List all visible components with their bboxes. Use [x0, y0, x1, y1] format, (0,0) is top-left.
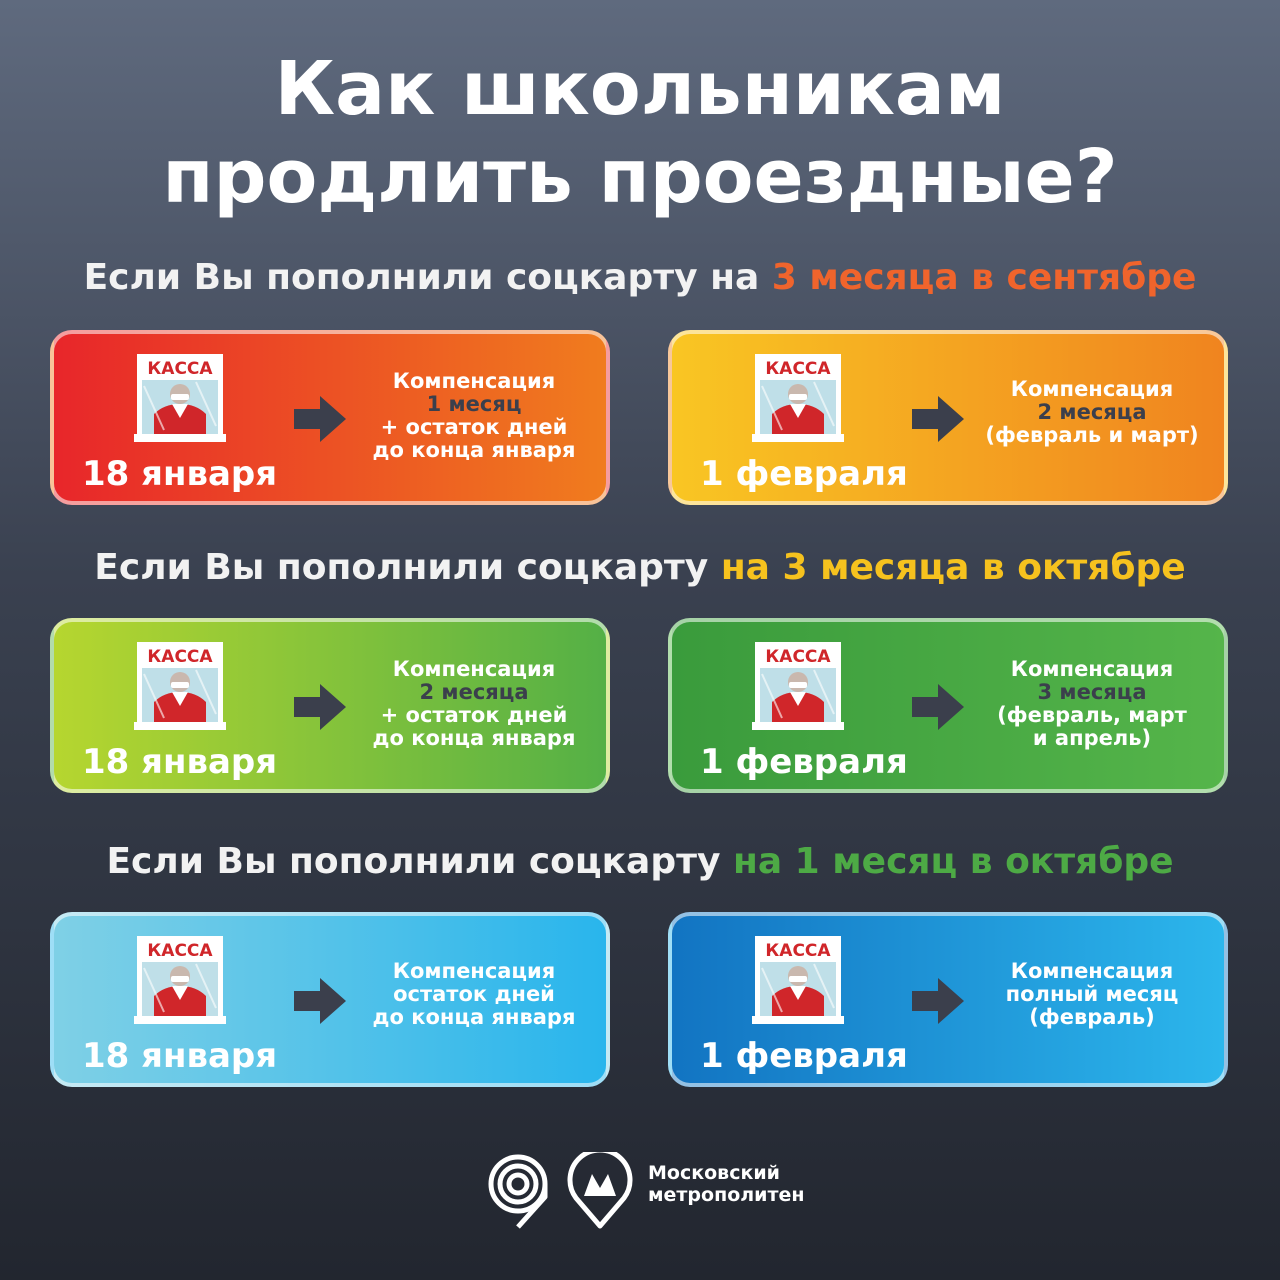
cashier-window-icon: [752, 640, 844, 732]
cashier-window-icon: [752, 934, 844, 1026]
section-heading-prefix: Если Вы пополнили соцкарту: [106, 841, 733, 882]
card-date: 18 января: [82, 1036, 278, 1076]
kassa-label: КАССА: [765, 941, 831, 961]
page-title-line2: продлить проездные?: [162, 134, 1118, 220]
arrow-right-icon: [294, 396, 346, 442]
arrow-right-icon: [294, 684, 346, 730]
card-date: 18 января: [82, 454, 278, 494]
card-date: 1 февраля: [700, 1036, 908, 1076]
compensation-line: Компенсация: [392, 369, 556, 393]
section-heading-prefix: Если Вы пополнили соцкарту на: [83, 257, 772, 298]
section-heading-highlight: на 1 месяц в октябре: [732, 841, 1174, 882]
compensation-card: [50, 618, 610, 793]
cashier-window-icon: [134, 352, 226, 444]
compensation-text: [354, 658, 594, 750]
compensation-card: [668, 618, 1228, 793]
compensation-line: 2 месяца: [1037, 400, 1147, 424]
compensation-line: Компенсация: [1010, 377, 1174, 401]
compensation-text: [354, 960, 594, 1029]
compensation-card: [668, 330, 1228, 505]
cashier-window-icon: [752, 352, 844, 444]
compensation-line: остаток дней: [393, 982, 555, 1006]
metro-m-logo: [566, 1152, 634, 1230]
card-date: 1 февраля: [700, 454, 908, 494]
arrow-right-icon: [912, 978, 964, 1024]
kassa-label: КАССА: [147, 359, 213, 379]
compensation-text: [972, 658, 1212, 750]
section-heading: [0, 840, 1280, 884]
cashier-window-icon: [134, 640, 226, 732]
compensation-line: Компенсация: [1010, 657, 1174, 681]
compensation-line: до конца января: [372, 438, 576, 462]
compensation-line: (февраль и март): [985, 423, 1199, 447]
footer-org-name: [648, 1162, 805, 1206]
compensation-line: 1 месяц: [426, 392, 522, 416]
compensation-card: [50, 330, 610, 505]
compensation-card: [668, 912, 1228, 1087]
cashier-window-icon: [134, 934, 226, 1026]
compensation-line: Компенсация: [392, 657, 556, 681]
arrow-right-icon: [912, 396, 964, 442]
compensation-text: [972, 378, 1212, 447]
kassa-label: КАССА: [147, 647, 213, 667]
kassa-label: КАССА: [765, 647, 831, 667]
kassa-label: КАССА: [765, 359, 831, 379]
compensation-line: и апрель): [1032, 726, 1152, 750]
compensation-line: полный месяц: [1005, 982, 1179, 1006]
compensation-line: 3 месяца: [1037, 680, 1147, 704]
compensation-text: [354, 370, 594, 462]
section-heading-highlight: 3 месяца в сентябре: [771, 257, 1197, 298]
footer-line2: метрополитен: [648, 1184, 805, 1206]
section-heading: [0, 256, 1280, 300]
compensation-line: (февраль): [1029, 1005, 1155, 1029]
kassa-label: КАССА: [147, 941, 213, 961]
section-heading: [0, 546, 1280, 590]
compensation-line: + остаток дней: [380, 703, 568, 727]
moscow-transport-9-logo: [488, 1152, 554, 1230]
compensation-line: 2 месяца: [419, 680, 529, 704]
section-heading-highlight: на 3 месяца в октябре: [720, 547, 1186, 588]
compensation-line: + остаток дней: [380, 415, 568, 439]
card-date: 1 февраля: [700, 742, 908, 782]
compensation-line: до конца января: [372, 726, 576, 750]
footer-line1: Московский: [648, 1162, 780, 1184]
compensation-line: Компенсация: [392, 959, 556, 983]
compensation-card: [50, 912, 610, 1087]
card-date: 18 января: [82, 742, 278, 782]
section-heading-prefix: Если Вы пополнили соцкарту: [94, 547, 721, 588]
compensation-line: Компенсация: [1010, 959, 1174, 983]
arrow-right-icon: [294, 978, 346, 1024]
compensation-line: до конца января: [372, 1005, 576, 1029]
compensation-text: [972, 960, 1212, 1029]
page-title-line1: Как школьникам: [274, 46, 1006, 132]
compensation-line: (февраль, март: [997, 703, 1187, 727]
arrow-right-icon: [912, 684, 964, 730]
page-title: [0, 45, 1280, 221]
